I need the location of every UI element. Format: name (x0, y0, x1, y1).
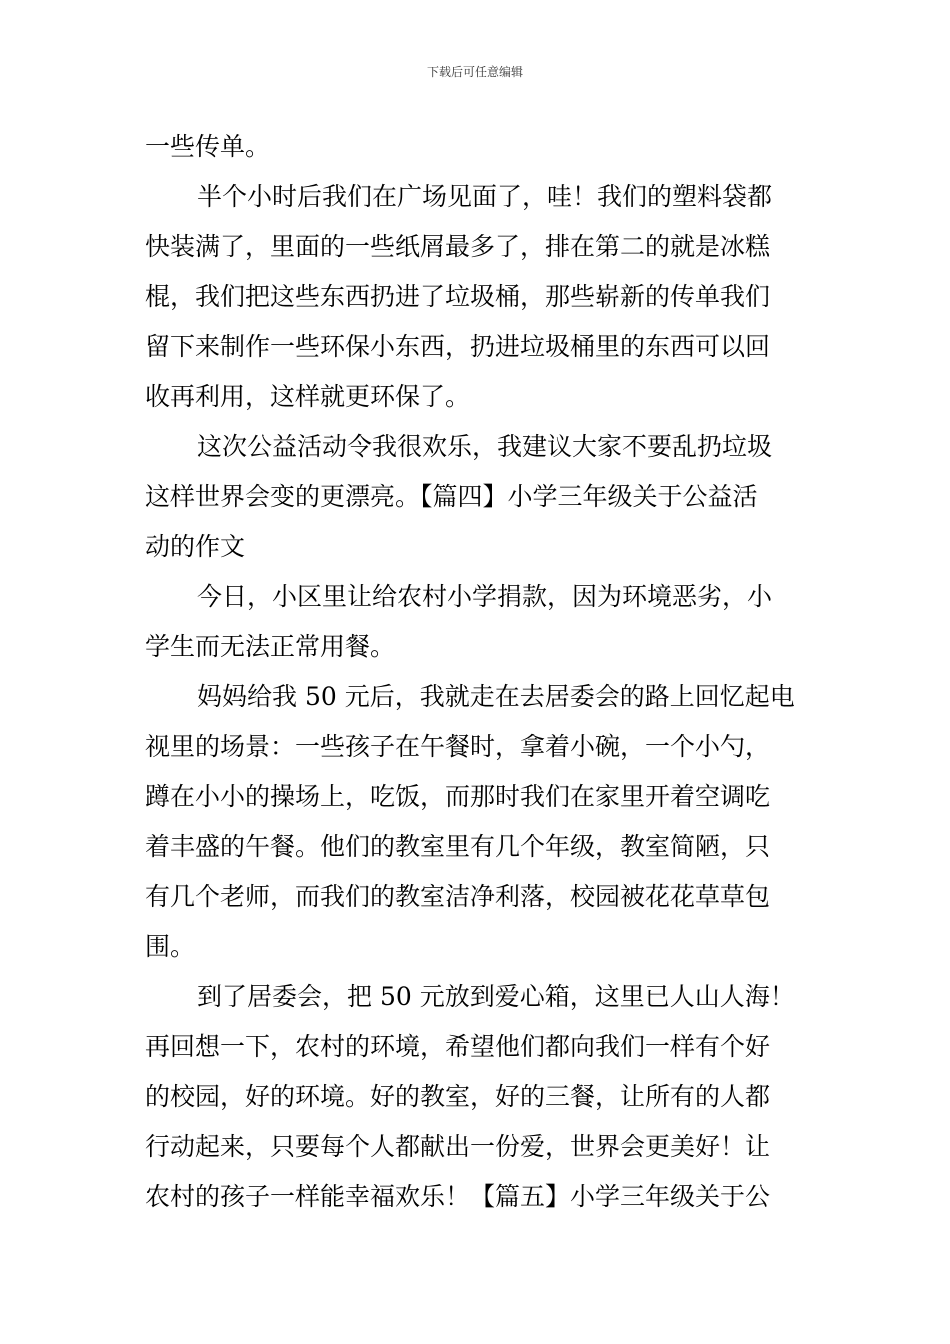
text-line-12: 妈妈给我 50 元后，我就走在去居委会的路上回忆起电 (197, 682, 795, 711)
text-line-22: 农村的孩子一样能幸福欢乐！【篇五】小学三年级关于公 (145, 1182, 771, 1211)
text-line-21: 行动起来，只要每个人都献出一份爱，世界会更美好！让 (145, 1132, 771, 1161)
text-line-20: 的校园，好的环境。好的教室，好的三餐，让所有的人都 (145, 1082, 771, 1111)
text-line-8: 这样世界会变的更漂亮。【篇四】小学三年级关于公益活 (145, 482, 758, 511)
document-body (145, 122, 807, 1222)
text-line-9: 动的作文 (145, 532, 246, 561)
text-line-14: 蹲在小小的操场上，吃饭，而那时我们在家里开着空调吃 (145, 782, 771, 811)
text-line-5: 留下来制作一些环保小东西，扔进垃圾桶里的东西可以回 (145, 332, 771, 361)
text-line-15: 着丰盛的午餐。他们的教室里有几个年级，教室简陋，只 (145, 832, 771, 861)
text-line-1: 一些传单。 (145, 132, 271, 161)
text-line-19: 再回想一下，农村的环境，希望他们都向我们一样有个好 (145, 1032, 771, 1061)
page-header: 下载后可任意编辑 (426, 65, 523, 79)
text-line-13: 视里的场景：一些孩子在午餐时，拿着小碗，一个小勺， (145, 732, 771, 761)
text-line-2: 半个小时后我们在广场见面了，哇！我们的塑料袋都 (197, 182, 773, 211)
text-line-18: 到了居委会，把 50 元放到爱心箱，这里已人山人海！ (197, 982, 795, 1011)
text-line-3: 快装满了，里面的一些纸屑最多了，排在第二的就是冰糕 (145, 232, 771, 261)
text-line-17: 围。 (145, 932, 196, 961)
text-line-10: 今日，小区里让给农村小学捐款，因为环境恶劣，小 (197, 582, 773, 611)
text-line-16: 有几个老师，而我们的教室洁净利落，校园被花花草草包 (145, 882, 771, 911)
text-line-6: 收再利用，这样就更环保了。 (145, 382, 471, 411)
text-line-4: 棍，我们把这些东西扔进了垃圾桶，那些崭新的传单我们 (145, 282, 771, 311)
text-line-11: 学生而无法正常用餐。 (145, 632, 396, 661)
text-line-7: 这次公益活动令我很欢乐，我建议大家不要乱扔垃圾 (197, 432, 773, 461)
